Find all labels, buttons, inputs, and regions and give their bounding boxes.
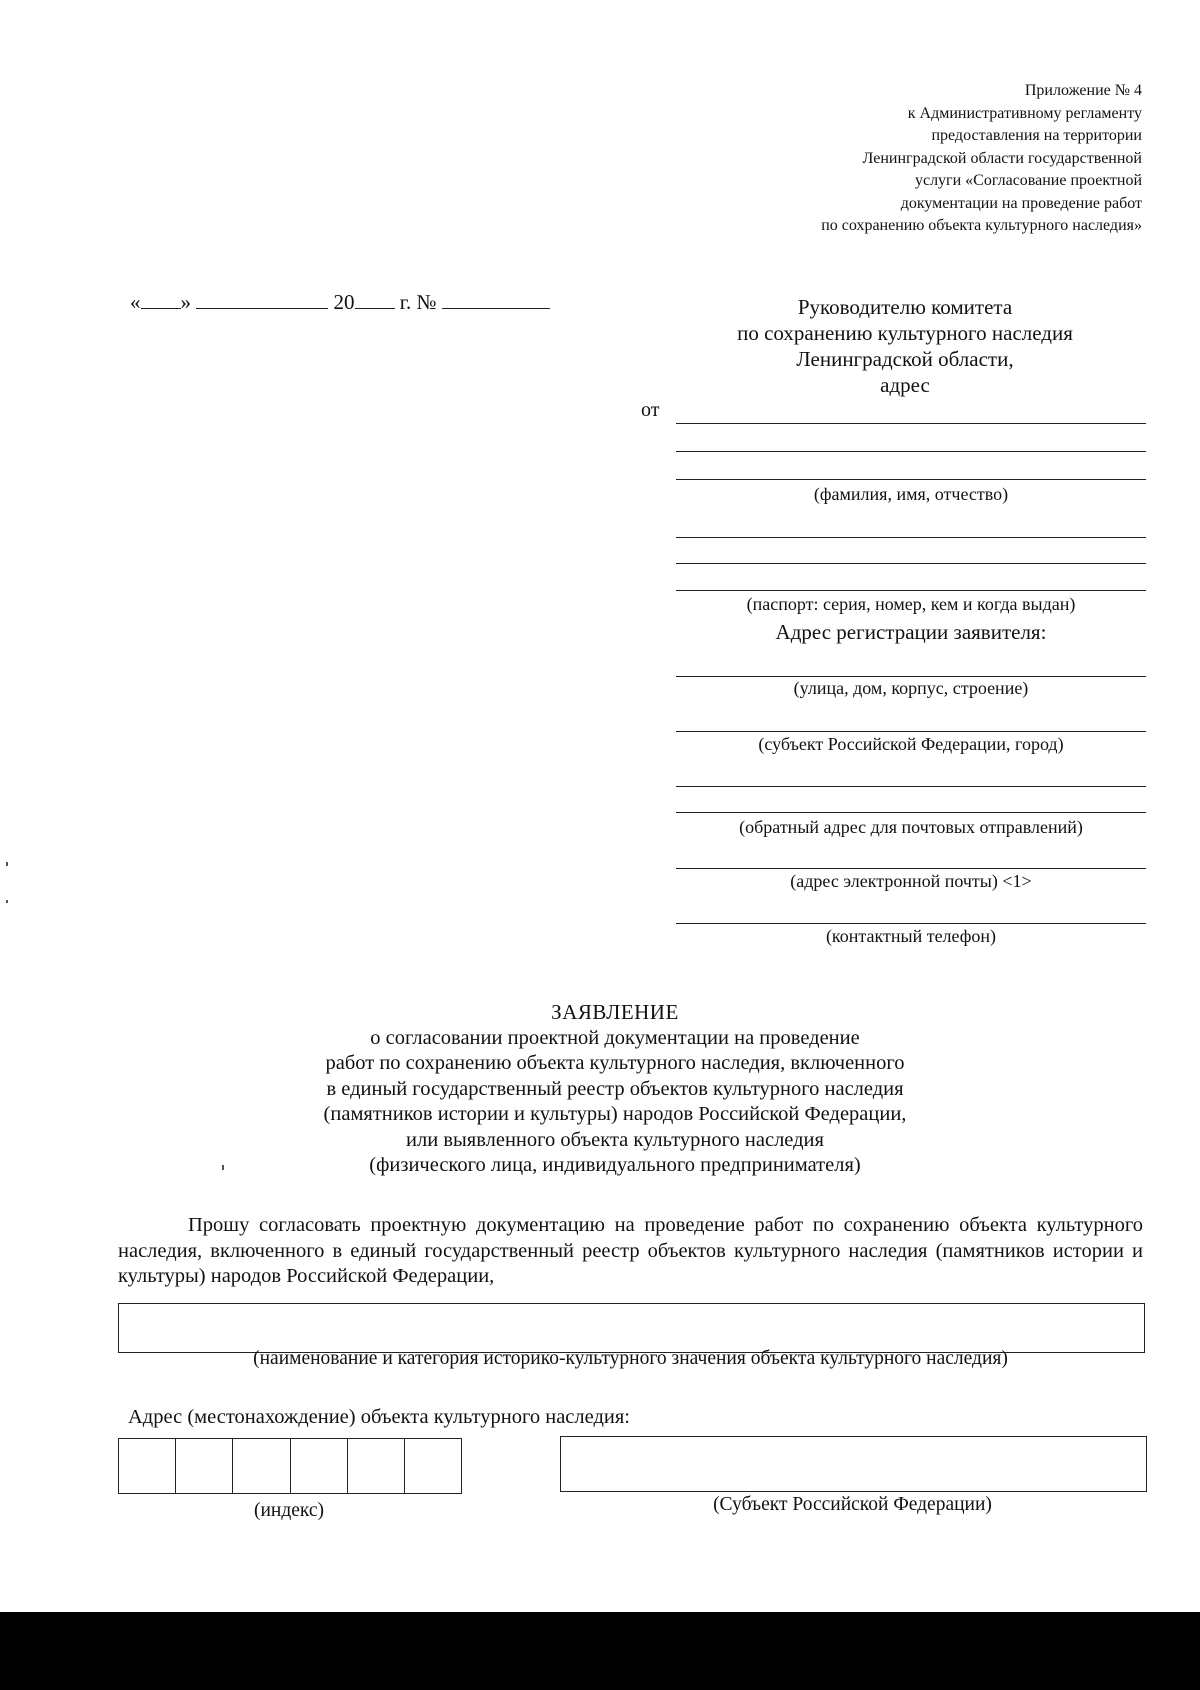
index-caption: (индекс) xyxy=(253,1500,325,1521)
fio-caption: (фамилия, имя, отчество) xyxy=(813,484,1009,504)
recipient-line: адрес xyxy=(880,373,930,397)
region-caption: (субъект Российской Федерации, город) xyxy=(758,734,1064,754)
postal-index-field[interactable] xyxy=(118,1438,462,1494)
month-field[interactable] xyxy=(196,290,328,309)
annex-line: Ленинградской области государственной xyxy=(862,149,1142,167)
object-address-label: Адрес (местонахождение) объекта культурного наследия: xyxy=(128,1406,630,1428)
object-name-caption: (наименование и категория историко-культурного значения объекта культурного наследия) xyxy=(253,1348,1008,1369)
date-number-line xyxy=(130,290,550,315)
number-sign: № xyxy=(416,290,437,314)
passport-field-line-3[interactable] xyxy=(676,590,1146,591)
scan-speck xyxy=(6,862,8,866)
street-caption: (улица, дом, корпус, строение) xyxy=(793,678,1029,698)
phone-field-line[interactable] xyxy=(676,923,1146,924)
scan-speck xyxy=(6,900,8,903)
annex-header xyxy=(712,80,1142,238)
scan-bottom-border xyxy=(0,1612,1200,1690)
fio-field-line-2[interactable] xyxy=(676,451,1146,452)
recipient-line: Ленинградской области, xyxy=(796,347,1014,371)
recipient-block xyxy=(680,294,1130,398)
statement-subtitle-line: о согласовании проектной документации на проведение xyxy=(370,1026,860,1049)
index-digit-cell[interactable] xyxy=(233,1439,290,1493)
postal-field-line-2[interactable] xyxy=(676,812,1146,813)
index-digit-cell[interactable] xyxy=(291,1439,348,1493)
registration-number-field[interactable] xyxy=(442,290,550,309)
federal-subject-caption: (Субъект Российской Федерации) xyxy=(713,1494,992,1515)
annex-line: услуги «Согласование проектной xyxy=(914,172,1142,189)
recipient-line: Руководителю комитета xyxy=(797,295,1013,319)
postal-field-line-1[interactable] xyxy=(676,786,1146,787)
annex-line: Приложение № 4 xyxy=(1024,82,1142,99)
year-field[interactable] xyxy=(355,290,395,309)
email-field-line[interactable] xyxy=(676,868,1146,869)
annex-line: по сохранению объекта культурного наследия» xyxy=(821,217,1142,234)
close-quote: » xyxy=(180,290,191,314)
statement-subtitle-line: в единый государственный реестр объектов культурного наследия xyxy=(326,1077,904,1100)
request-paragraph xyxy=(118,1213,1143,1290)
from-label: от xyxy=(641,399,660,421)
registration-address-label: Адрес регистрации заявителя: xyxy=(775,620,1047,644)
scan-speck xyxy=(222,1165,224,1170)
annex-line: документации на проведение работ xyxy=(900,194,1142,212)
postal-caption: (обратный адрес для почтовых отправлений) xyxy=(739,817,1083,837)
year-prefix: 20 xyxy=(333,290,355,314)
day-field[interactable] xyxy=(141,290,181,309)
region-field-line[interactable] xyxy=(676,731,1146,732)
passport-field-line-1[interactable] xyxy=(676,537,1146,538)
email-caption: (адрес электронной почты) <1> xyxy=(790,871,1032,891)
federal-subject-field[interactable] xyxy=(560,1436,1147,1492)
open-quote: « xyxy=(130,290,141,314)
statement-subtitle-line: или выявленного объекта культурного наследия xyxy=(406,1128,824,1151)
phone-caption: (контактный телефон) xyxy=(825,926,997,946)
statement-title: ЗАЯВЛЕНИЕ xyxy=(551,1000,679,1024)
passport-caption: (паспорт: серия, номер, кем и когда выдан) xyxy=(746,594,1076,614)
index-digit-cell[interactable] xyxy=(405,1439,461,1493)
passport-field-line-2[interactable] xyxy=(676,563,1146,564)
street-field-line[interactable] xyxy=(676,676,1146,677)
statement-subtitle-line: (памятников истории и культуры) народов Российской Федерации, xyxy=(323,1103,907,1125)
request-text: Прошу согласовать проектную документацию на проведение работ по сохранению объекта культурного наследия, включенного в единый государственный реестр объектов культурного наследия (памятников истории и культуры) народов Российской Федерации, xyxy=(118,1214,1143,1287)
recipient-line: по сохранению культурного наследия xyxy=(737,321,1073,345)
annex-line: предоставления на территории xyxy=(931,127,1142,144)
annex-line: к Административному регламенту xyxy=(907,104,1142,122)
index-digit-cell[interactable] xyxy=(119,1439,176,1493)
statement-heading xyxy=(240,1000,990,1179)
index-digit-cell[interactable] xyxy=(176,1439,233,1493)
year-suffix: г. xyxy=(399,290,412,314)
object-name-field[interactable] xyxy=(118,1303,1145,1353)
fio-field-line-1[interactable] xyxy=(676,423,1146,424)
fio-field-line-3[interactable] xyxy=(676,479,1146,480)
index-digit-cell[interactable] xyxy=(348,1439,405,1493)
statement-subtitle-line: (физического лица, индивидуального предпринимателя) xyxy=(369,1154,861,1176)
statement-subtitle-line: работ по сохранению объекта культурного наследия, включенного xyxy=(325,1052,905,1074)
